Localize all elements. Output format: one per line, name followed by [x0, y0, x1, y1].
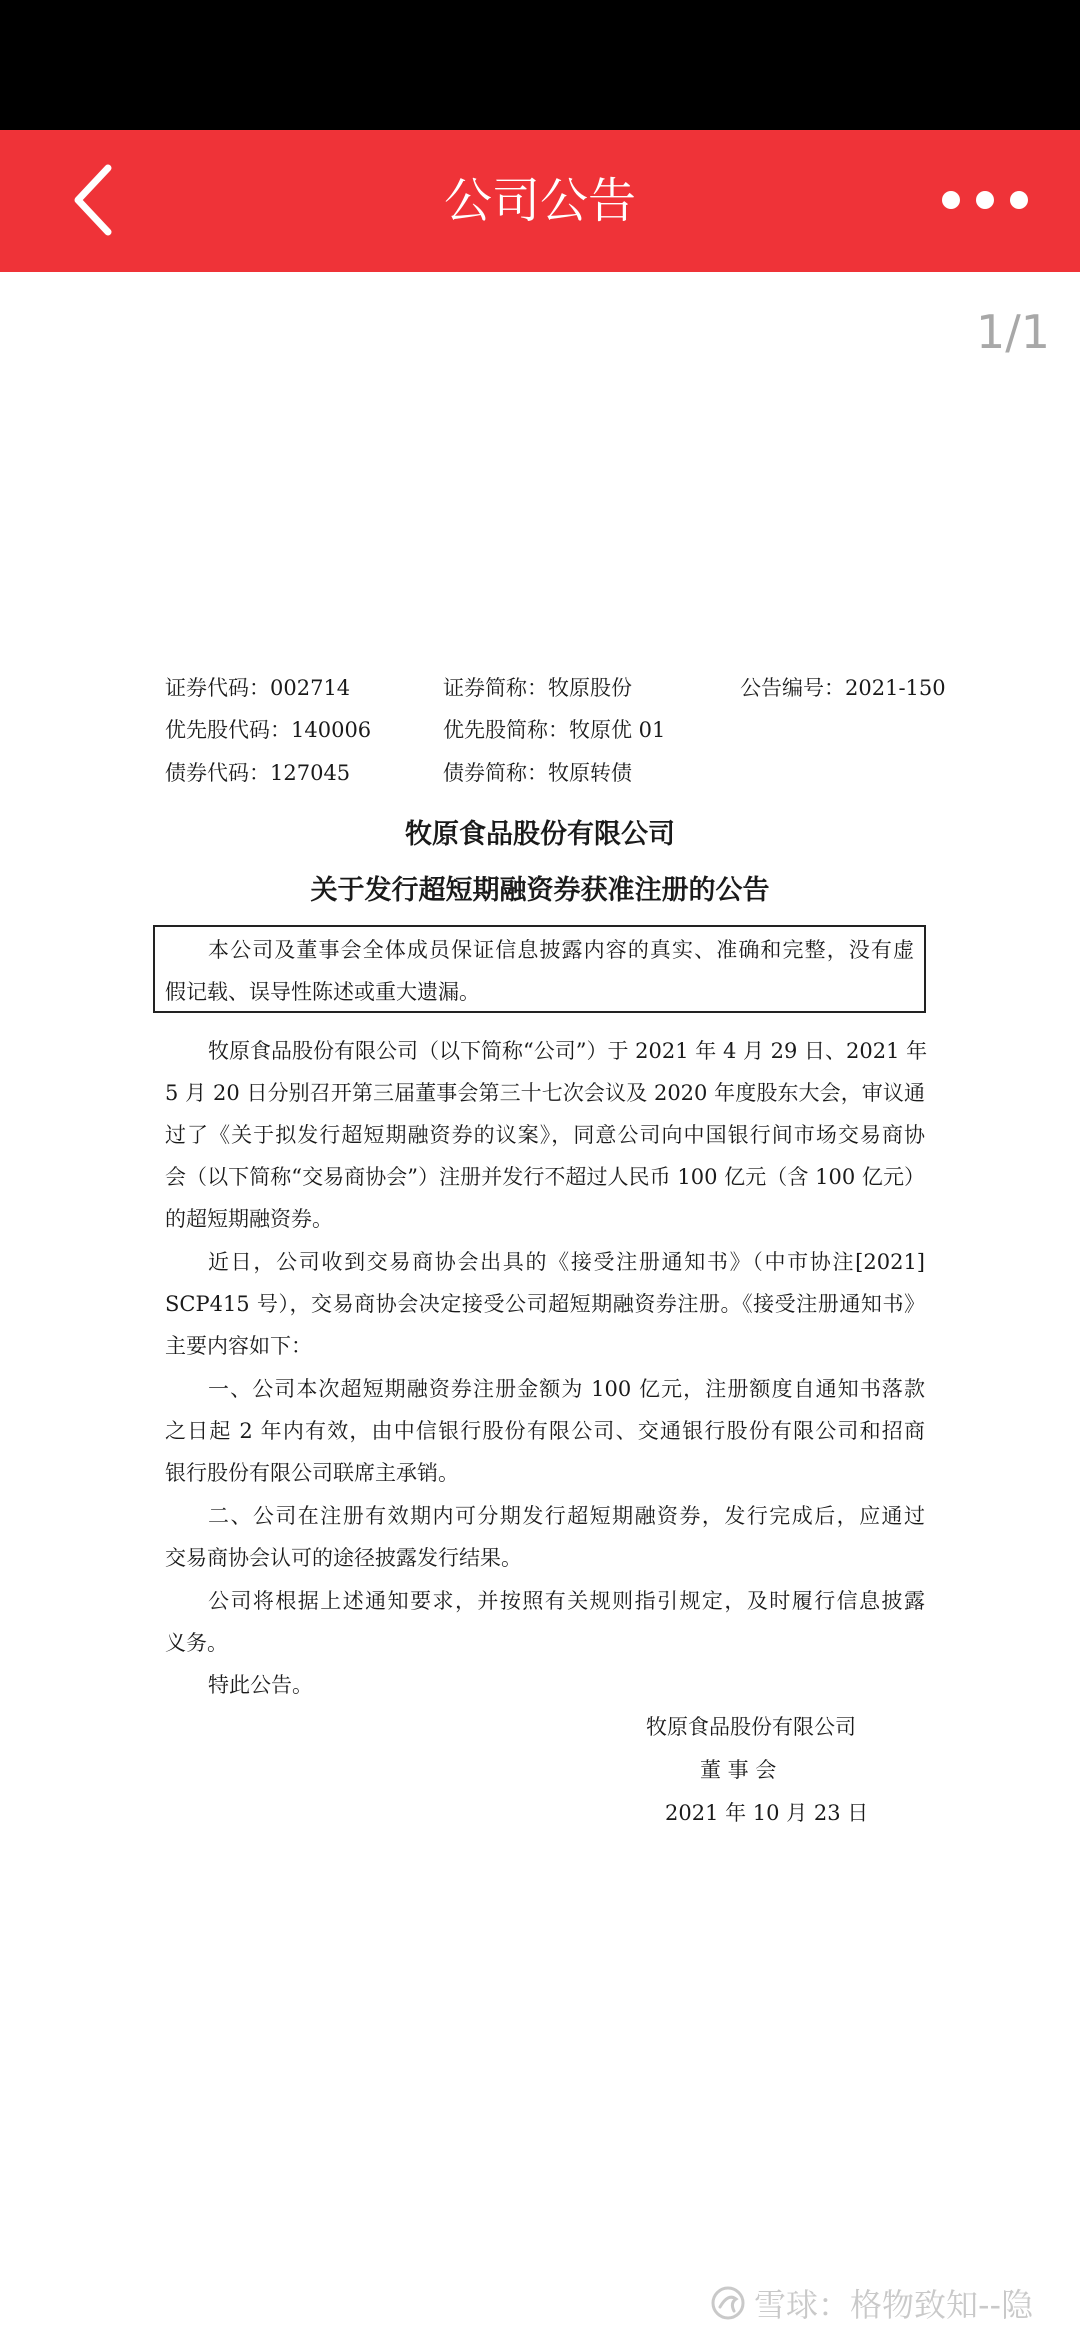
announcement-title: 关于发行超短期融资券获准注册的公告	[310, 875, 770, 906]
body-line: 二、公司在注册有效期内可分期发行超短期融资券，发行完成后，应通过	[208, 1504, 925, 1528]
signature-company: 牧原食品股份有限公司	[646, 1715, 856, 1739]
body-line: 一、公司本次超短期融资券注册金额为 100 亿元，注册额度自通知书落款	[208, 1377, 925, 1401]
bond-abbr: 债券简称：牧原转债	[443, 761, 632, 785]
body-line: 主要内容如下：	[165, 1334, 312, 1358]
body-line: 牧原食品股份有限公司（以下简称“公司”）于 2021 年 4 月 29 日、2021 年	[208, 1039, 928, 1063]
body-line: 义务。	[165, 1631, 228, 1655]
body-line: 会（以下简称“交易商协会”）注册并发行不超过人民币 100 亿元（含 100 亿元）	[165, 1165, 925, 1189]
bond-code: 债券代码：127045	[165, 761, 351, 785]
watermark	[710, 2280, 1033, 2326]
company-name-heading: 牧原食品股份有限公司	[405, 819, 675, 850]
body-line: 银行股份有限公司联席主承销。	[165, 1461, 459, 1485]
body-line: 5 月 20 日分别召开第三届董事会第三十七次会议及 2020 年度股东大会，审议通	[165, 1081, 925, 1105]
preferred-stock-abbr: 优先股简称：牧原优 01	[443, 718, 666, 742]
page-title: 公司公告	[443, 173, 636, 229]
body-line: 特此公告。	[208, 1673, 313, 1697]
notice-line: 假记载、误导性陈述或重大遗漏。	[165, 980, 480, 1004]
body-line: 近日，公司收到交易商协会出具的《接受注册通知书》（中市协注[2021]	[208, 1250, 925, 1274]
body-line: 的超短期融资券。	[165, 1207, 333, 1231]
body-line: SCP415 号），交易商协会决定接受公司超短期融资券注册。《接受注册通知书》	[165, 1292, 925, 1316]
snowball-logo-icon	[710, 2285, 746, 2321]
body-line: 公司将根据上述通知要求，并按照有关规则指引规定，及时履行信息披露	[208, 1589, 925, 1613]
stock-code: 证券代码：002714	[165, 676, 351, 700]
body-line: 之日起 2 年内有效，由中信银行股份有限公司、交通银行股份有限公司和招商	[165, 1419, 925, 1443]
page-indicator: 1/1	[975, 305, 1050, 359]
notice-line: 本公司及董事会全体成员保证信息披露内容的真实、准确和完整，没有虚	[208, 938, 914, 962]
preferred-stock-code: 优先股代码：140006	[165, 718, 372, 742]
signature-board: 董 事 会	[700, 1758, 777, 1782]
notice-number: 公告编号：2021-150	[740, 676, 946, 700]
stock-abbr: 证券简称：牧原股份	[443, 676, 632, 700]
body-line: 过了《关于拟发行超短期融资券的议案》，同意公司向中国银行间市场交易商协	[165, 1123, 925, 1147]
body-line: 交易商协会认可的途径披露发行结果。	[165, 1546, 522, 1570]
watermark-text: 雪球：格物致知--隐	[754, 2286, 1034, 2324]
signature-date: 2021 年 10 月 23 日	[665, 1801, 869, 1825]
